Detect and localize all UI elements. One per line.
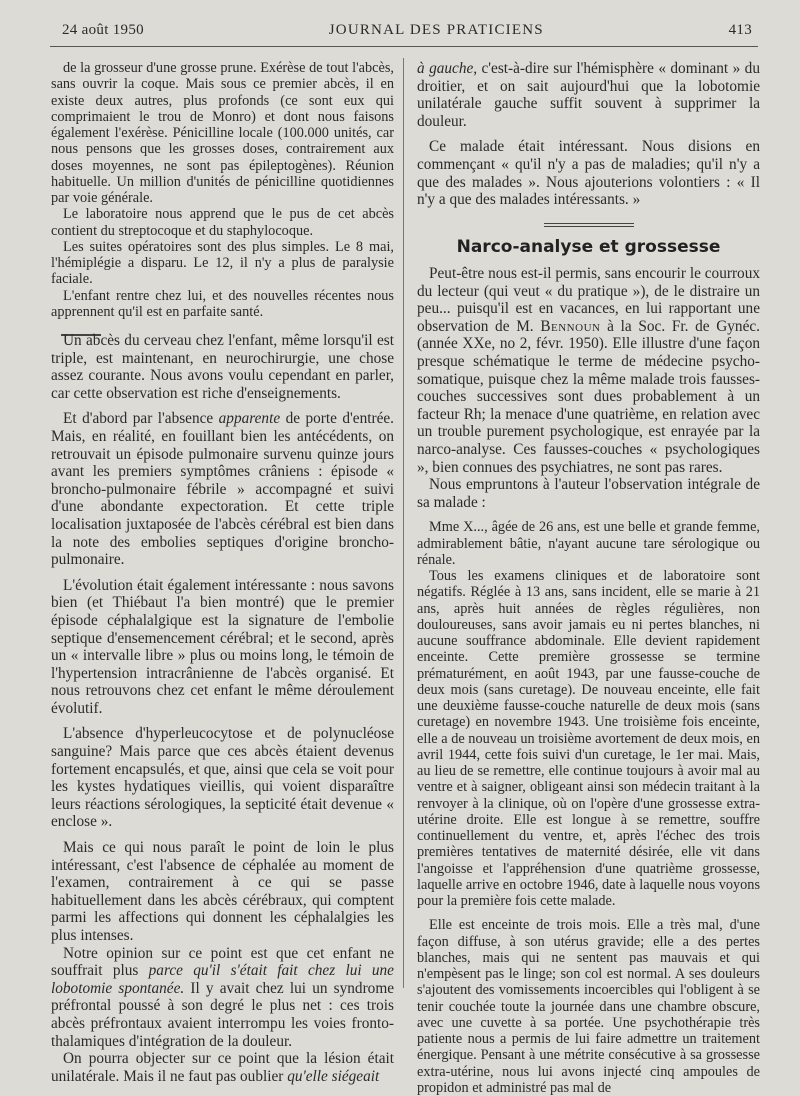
paragraph: Un abcès du cerveau chez l'enfant, même lorsqu'il est triple, est maintenant, en neurochirurgie, une chose assez courante. Nous avons voulu cependant en parler, car cette observation est riche d'enseignements. <box>51 332 394 402</box>
paragraph: Peut-être nous est-il permis, sans encourir le courroux du lecteur (qui veut « du pratique »), de le distraire un peu... puisqu'il est en vacances, en lui rapportant une observation de M. Bennoun à la Soc. Fr. de Gynéc. (année XXe, no 2, févr. 1950). Elle illustre d'une façon presque schématique le terme de médecine psycho-somatique, puisque chez la même malade trois fausses-couches successives sont dues probablement à un facteur Rh; la menace d'une quatrième, en relation avec un trouble purement psychologique, est enrayée par la narco-analyse. Ces fausses-couches « psychologiques », bien connues des psychiatres, ne sont pas rares. <box>417 265 760 476</box>
right-column <box>417 60 760 1096</box>
paragraph: à gauche, c'est-à-dire sur l'hémisphère « dominant » du droitier, et on sait aujourd'hui que la lobotomie unilatérale gauche suffit souvent à supprimer la douleur. <box>417 60 760 130</box>
header-rule <box>50 46 758 47</box>
paragraph: L'évolution était également intéressante : nous savons bien (et Thiébaut l'a bien montré) que le premier épisode céphalalgique est la signature de l'embolie septique d'ensemencement cérébral; et le second, après un « intervalle libre » plus ou moins long, le témoin de l'hypertension intracrânienne de l'abcès organisé. Et nous retrouvons chez cet enfant le même déroulement évolutif. <box>51 576 394 717</box>
column-rule <box>403 58 404 988</box>
journal-title: JOURNAL DES PRATICIENS <box>328 22 544 38</box>
paragraph: Nous empruntons à l'auteur l'observation intégrale de sa malade : <box>417 476 760 511</box>
section-divider <box>544 223 634 227</box>
header-date: 24 août 1950 <box>62 22 144 38</box>
paragraph: Mme X..., âgée de 26 ans, est une belle et grande femme, admirablement bâtie, n'ayant aucune tare sérologique ou rénale. <box>417 519 760 568</box>
paragraph: Mais ce qui nous paraît le point de loin le plus intéressant, c'est l'absence de céphalée au moment de l'examen, contrairement à ce qui se passe habituellement dans les abcès cérébraux, qui comptent parmi les affections qui donnent les céphalalgies les plus intenses. <box>51 839 394 944</box>
page-header <box>62 22 752 46</box>
paragraph: On pourra objecter sur ce point que la lésion était unilatérale. Mais il ne faut pas oublier qu'elle siégeait <box>51 1050 394 1085</box>
paragraph: Et d'abord par l'absence apparente de porte d'entrée. Mais, en réalité, en fouillant bien les antécédents, on retrouvait un épisode pulmonaire survenu quinze jours avant les premiers symptômes crâniens : épisode « broncho-pulmonaire fébrile » accompagné et suivi d'une abondante expectoration. Et cette triple localisation juxtaposée de l'abcès cérébral est bien dans la note des embolies septiques d'origine broncho-pulmonaire. <box>51 410 394 569</box>
paragraph: Elle est enceinte de trois mois. Elle a très mal, d'une façon diffuse, à son utérus gravide; elle a des pertes blanches, mais qui ne sentent pas mauvais et qui n'empèsent pas le linge; son col est normal. A ses douleurs s'ajoutent des vomissements incoercibles qui l'obligent à se tenir couchée toute la journée dans une chambre obscure, avec une cuvette à sa portée. Une psychothérapie très patiente nous a permis de lui faire admettre un traitement énergique. Pensant à une métrite consécutive à sa grossesse extra-utérine, nous lui avons injecté cinq ampoules de propidon et administré pas mal de <box>417 917 760 1096</box>
article-title: Narco-analyse et grossesse <box>456 236 721 257</box>
paragraph: Ce malade était intéressant. Nous disions en commençant « qu'il n'y a pas de maladies; qu'il n'y a que des malades ». Nous ajouterions volontiers : « Il n'y a que des malades intéressants. » <box>417 138 760 209</box>
paragraph: Tous les examens cliniques et de laboratoire sont négatifs. Réglée à 13 ans, sans incident, elle se marie à 21 ans, après huit années de règles régulières, non douloureuses, sans avoir jamais eu ni pertes blanches, ni aucune souffrance abdominale. Elle devient rapidement enceinte. Cette première grossesse se termine prématurément, en août 1943, par une fausse-couche de deux mois (sans curetage). De nouveau enceinte, elle fait une deuxième fausse-couche naturelle de deux mois (sans curetage) en novembre 1943. Une troisième fois enceinte, elle a de nouveau un troisième avortement de deux mois, en avril 1944, cette fois suivi d'un curetage, le 1er mai. Mais, au lieu de se remettre, elle continue toujours à avoir mal au ventre et à saigner, obligeant ainsi son médecin traitant à la renvoyer à la clinique, où on l'opère d'une grossesse extra-utérine droite. Elle est longue à se remettre, souffre continuellement du ventre, et, après l'échec des trois premières tentatives de maternité désirée, elle vit dans l'angoisse et l'appréhension d'une quatrième grossesse, laquelle arrive en octobre 1946, date à laquelle nous voyons pour la première fois cette malade. <box>417 568 761 910</box>
paragraph: L'enfant rentre chez lui, et des nouvelles récentes nous apprennent qu'il est en parfaite santé. <box>51 287 394 320</box>
paragraph: Le laboratoire nous apprend que le pus de cet abcès contient du streptocoque et du staphylocoque. <box>51 206 394 239</box>
paragraph: Les suites opératoires sont des plus simples. Le 8 mai, l'hémiplégie a disparu. Le 12, il n'y a plus de paralysie faciale. <box>51 238 394 288</box>
paragraph: L'absence d'hyperleucocytose et de polynucléose sanguine? Mais parce que ces abcès étaient devenus fortement encapsulés, et que, ainsi que cela se voit pour les kystes hydatiques vieillis, qui voient disparaître leurs réactions sérologiques, la septicité était devenue « enclose ». <box>51 725 394 831</box>
left-column <box>51 60 394 1085</box>
paragraph: Notre opinion sur ce point est que cet enfant ne souffrait plus parce qu'il s'était fait chez lui une lobotomie spontanée. Il y avait chez lui un syndrome préfrontal poussé à son degré le plus net : ces trois abcès préfrontaux avaient interrompu les voies fronto-thalamiques d'intégration de la douleur. <box>51 944 395 1050</box>
page-number: 413 <box>728 22 752 38</box>
paragraph: de la grosseur d'une grosse prune. Exérèse de tout l'abcès, sans ouvrir la coque. Mais sous ce premier abcès, il en existe deux autres, plus profonds (ce sont eux qui comprimaient le trou de Monro) et dont nous faisons également l'exérèse. Pénicilline locale (100.000 unités, car nous pensons que les grosses doses, contrairement aux doses moyennes, ne sont pas épileptogènes). Réunion habituelle. Un million d'unités de pénicilline quotidiennes par voie générale. <box>51 60 394 206</box>
